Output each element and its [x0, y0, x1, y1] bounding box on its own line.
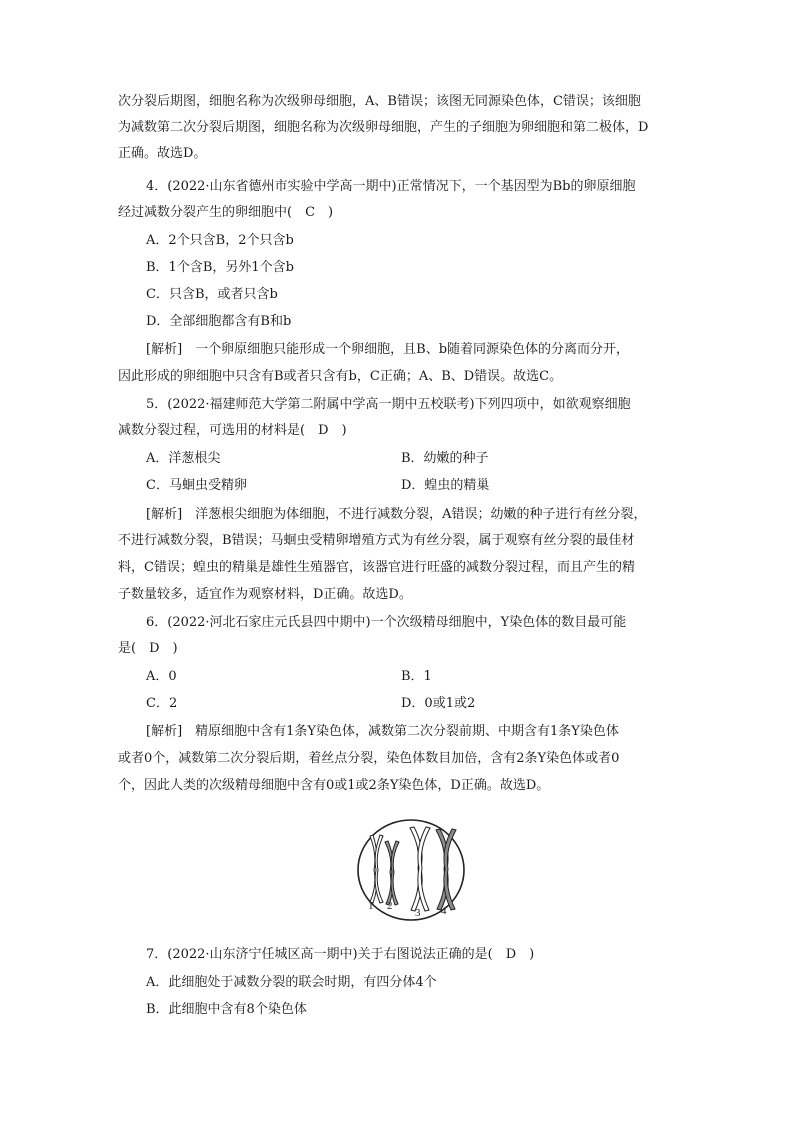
q5-option-c: C．马蛔虫受精卵 — [146, 478, 247, 493]
q4-option-d: D．全部细胞都含有B和b — [146, 314, 292, 329]
q5-option-b: B．幼嫩的种子 — [401, 451, 489, 466]
q5-analysis-line-4: 子数量较多，适宜作为观察材料，D正确。故选D。 — [118, 587, 412, 602]
q6-option-a: A．0 — [146, 669, 177, 684]
chromosome-1 — [370, 835, 383, 903]
q5-stem-line-1: 5．(2022·福建师范大学第二附属中学高一期中五校联考)下列四项中，如欲观察细胞 — [146, 397, 631, 412]
q4-stem-line-2: 经过减数分裂产生的卵细胞中( C ) — [118, 205, 334, 220]
q5-analysis-line-1: [解析] 洋葱根尖细胞为体细胞，不进行减数分裂，A错误；幼嫩的种子进行有丝分裂， — [146, 507, 647, 522]
q7-option-b: B．此细胞中含有8个染色体 — [146, 1002, 307, 1017]
q5-analysis-line-2: 不进行减数分裂，B错误；马蛔虫受精卵增殖方式为有丝分裂，属于观察有丝分裂的最佳材 — [118, 533, 635, 548]
chromosome-label-1: 1 — [368, 900, 374, 912]
cell-diagram — [353, 816, 473, 926]
continuation-line-3: 正确。故选D。 — [118, 146, 207, 161]
q6-analysis-line-2: 或者0个，减数第二次分裂后期，着丝点分裂，染色体数目加倍，含有2条Y染色体或者0 — [118, 751, 620, 766]
chromosome-4 — [436, 829, 456, 910]
chromosome-label-4: 4 — [441, 905, 447, 917]
q6-stem-line-1: 6．(2022·河北石家庄元氏县四中期中)一个次级精母细胞中，Y染色体的数目最可能 — [146, 615, 627, 630]
q5-stem-line-2: 减数分裂过程，可选用的材料是( D ) — [118, 423, 347, 438]
q5-option-a: A．洋葱根尖 — [146, 451, 221, 466]
q5-option-d: D．蝗虫的精巢 — [401, 478, 490, 493]
cell-figure — [353, 816, 473, 930]
continuation-line-2: 为减数第二次分裂后期图，细胞名称为次级卵母细胞，产生的子细胞为卵细胞和第二极体，D — [118, 120, 649, 135]
q5-analysis-line-3: 料，C错误；蝗虫的精巢是雄性生殖器官，该器官进行旺盛的减数分裂过程，而且产生的精 — [118, 560, 635, 575]
q6-option-d: D．0或1或2 — [401, 696, 476, 711]
q4-stem-line-1: 4．(2022·山东省德州市实验中学高一期中)正常情况下，一个基因型为Bb的卵原细胞 — [146, 179, 636, 194]
chromosome-2 — [385, 841, 399, 905]
q6-option-b: B．1 — [401, 669, 432, 684]
chromosome-label-3: 3 — [415, 907, 421, 919]
q6-stem-line-2: 是( D ) — [118, 641, 178, 656]
q4-analysis-line-1: [解析] 一个卵原细胞只能形成一个卵细胞，且B、b随着同源染色体的分离而分开， — [146, 342, 630, 357]
q4-option-a: A．2个只含B，2个只含b — [146, 233, 294, 248]
chromosome-3 — [410, 827, 430, 911]
q6-analysis-line-3: 个，因此人类的次级精母细胞中含有0或1或2条Y染色体，D正确。故选D。 — [118, 778, 550, 793]
q4-option-c: C．只含B，或者只含b — [146, 287, 278, 302]
q7-stem: 7．(2022·山东济宁任城区高一期中)关于右图说法正确的是( D ) — [146, 947, 535, 962]
q7-option-a: A．此细胞处于减数分裂的联会时期，有四分体4个 — [146, 975, 437, 990]
continuation-line-1: 次分裂后期图，细胞名称为次级卵母细胞，A、B错误；该图无同源染色体，C错误；该细胞 — [118, 94, 641, 109]
chromosome-label-2: 2 — [387, 900, 393, 912]
q4-analysis-line-2: 因此形成的卵细胞中只含有B或者只含有b，C正确；A、B、D错误。故选C。 — [118, 369, 563, 384]
q6-analysis-line-1: [解析] 精原细胞中含有1条Y染色体，减数第二次分裂前期、中期含有1条Y染色体 — [146, 724, 619, 739]
q6-option-c: C．2 — [146, 696, 178, 711]
q4-option-b: B．1个含B，另外1个含b — [146, 260, 294, 275]
